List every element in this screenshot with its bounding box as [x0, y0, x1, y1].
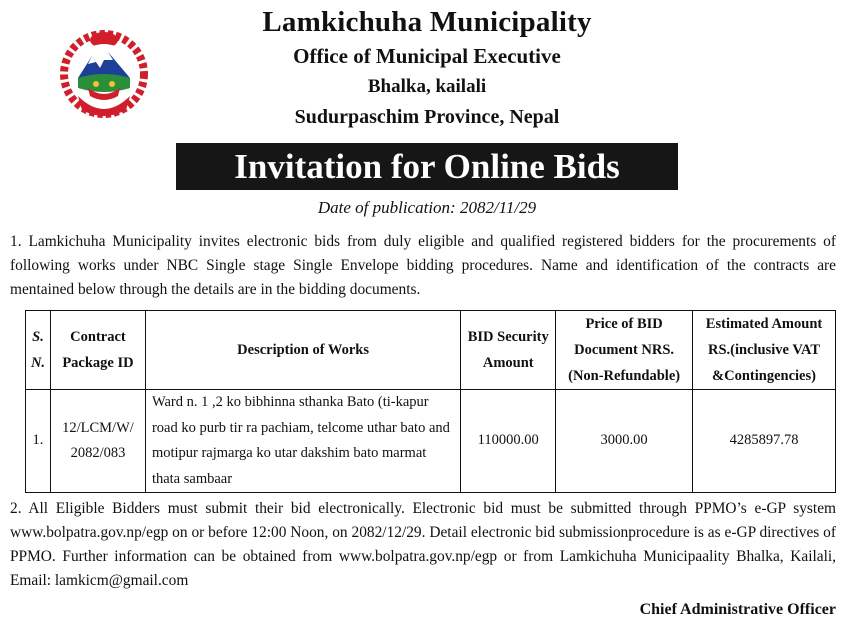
contracts-table	[25, 310, 836, 493]
province-name: Sudurpaschim Province, Nepal	[294, 106, 560, 128]
cell-package-id: 12/LCM/W/ 2082/083	[50, 390, 145, 493]
publication-date: Date of publication: 2082/11/29	[317, 198, 537, 217]
signatory-title: Chief Administrative Officer	[639, 601, 836, 618]
municipality-name: Lamkichuha Municipality	[262, 6, 592, 38]
paragraph-submission: 2. All Eligible Bidders must submit their bid electronically. Electronic bid must be submitted through PPMO’s e-GP system www.bolpatra.gov.np/egp on or before 12:00 Noon, on 2082/12/29. Detail electronic bid submissionprocedure is as e-GP directives of PPMO. Further information can be obtained from www.bolpatra.gov.np/egp or from Lamkichuha Municipaality Bhalka, Kailali, Email: lamkicm@gmail.com	[10, 500, 836, 589]
cell-description: Ward n. 1 ,2 ko bibhinna sthanka Bato (ti-kapur road ko purb tir ra pachiam, telcome uthar bato and motipur rajmarga ko utar dakshim bato marmat thata sambaar	[145, 390, 460, 493]
paragraph-invitation: 1. Lamkichuha Municipality invites electronic bids from duly eligible and qualified registered bidders for the procurements of following works under NBC Single stage Single Envelope bidding procedures. Name and identification of the contracts are mentained below through the details are in the bidding documents.	[10, 233, 836, 298]
cell-estimated-amount: 4285897.78	[693, 390, 836, 493]
header-package-id: Contract Package ID	[50, 311, 145, 390]
header-estimated-amount: Estimated Amount RS.(inclusive VAT &Contingencies)	[693, 311, 836, 390]
office-location: Bhalka, kailali	[367, 76, 487, 97]
header-document-price: Price of BID Document NRS. (Non-Refundable)	[556, 311, 693, 390]
letterhead	[0, 4, 854, 133]
table-header-row	[26, 311, 836, 390]
header-bid-security: BID Security Amount	[461, 311, 556, 390]
office-name: Office of Municipal Executive	[293, 44, 561, 68]
notice-title: Invitation for Online Bids	[176, 143, 678, 190]
cell-sn: 1.	[26, 390, 51, 493]
header-sn: S. N.	[26, 311, 51, 390]
table-row	[26, 390, 836, 493]
header-description: Description of Works	[145, 311, 460, 390]
cell-bid-security: 110000.00	[461, 390, 556, 493]
cell-document-price: 3000.00	[556, 390, 693, 493]
